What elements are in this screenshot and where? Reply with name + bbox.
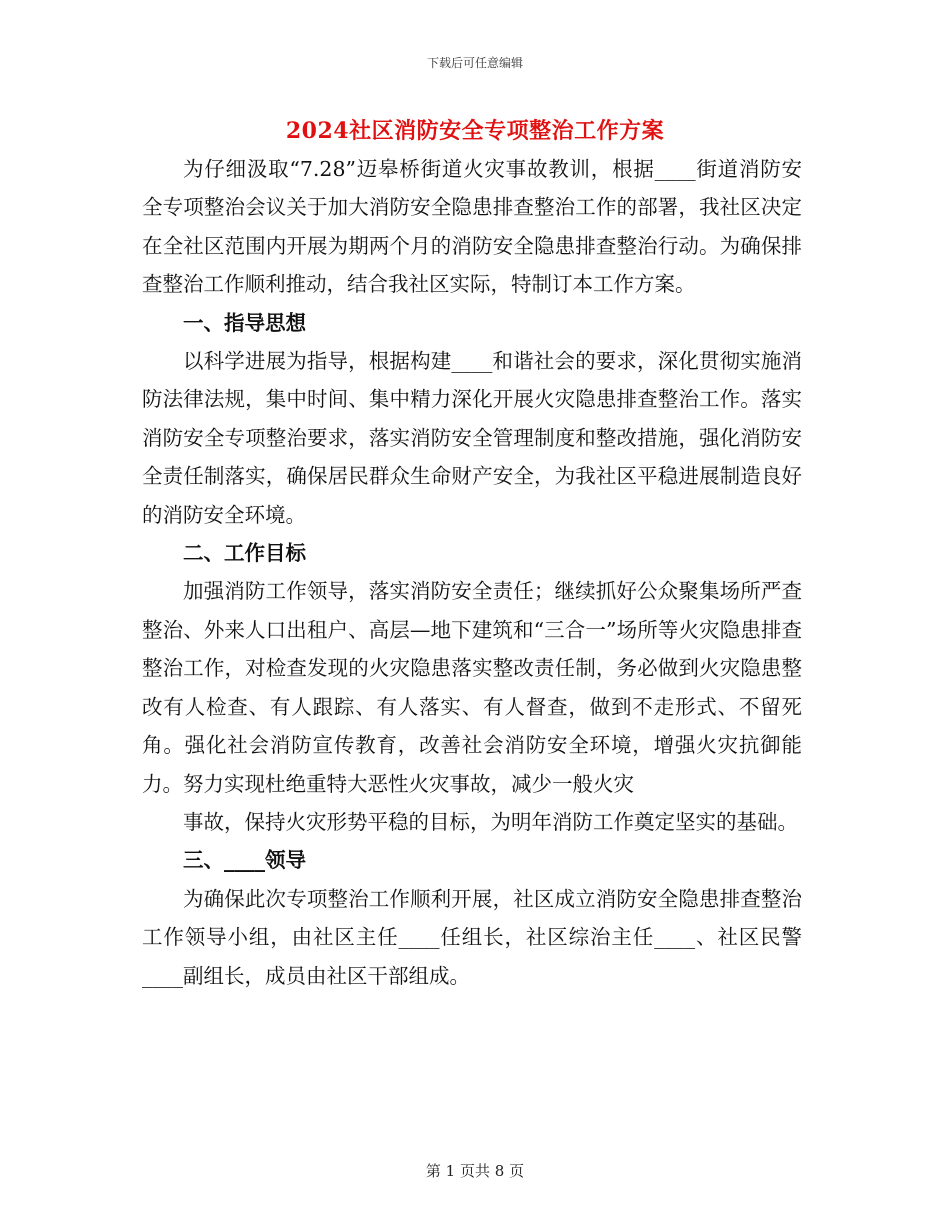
document-body	[142, 150, 802, 995]
document-title: 2024社区消防安全专项整治工作方案	[285, 118, 665, 144]
page-number: 第 1 页共 8 页	[425, 1162, 525, 1180]
section-paragraph: 事故，保持火灾形势平稳的目标，为明年消防工作奠定坚实的基础。	[183, 809, 798, 834]
header-note: 下载后可任意编辑	[426, 56, 523, 70]
section-heading-leadership: 三、____领导	[183, 848, 306, 873]
section-paragraph: 为确保此次专项整治工作顺利开展，社区成立消防安全隐患排查整治工作领导小组，由社区主任____任组长，社区综治主任____、社区民警____副组长，成员由社区干部组成。	[142, 886, 802, 988]
section-heading-guiding-ideology: 一、指导思想	[183, 310, 306, 335]
section-paragraph: 加强消防工作领导，落实消防安全责任；继续抓好公众聚集场所严查整治、外来人口出租户、高层—地下建筑和“三合一”场所等火灾隐患排查整治工作，对检查发现的火灾隐患落实整改责任制，务必做到火灾隐患整改有人检查、有人跟踪、有人落实、有人督查，做到不走形式、不留死角。强化社会消防宣传教育，改善社会消防安全环境，增强火灾抗御能力。努力实现杜绝重特大恶性火灾事故，减少一般火灾	[142, 579, 802, 796]
section-paragraph: 以科学进展为指导，根据构建____和谐社会的要求，深化贯彻实施消防法律法规，集中时间、集中精力深化开展火灾隐患排查整治工作。落实消防安全专项整治要求，落实消防安全管理制度和整改措施，强化消防安全责任制落实，确保居民群众生命财产安全，为我社区平稳进展制造良好的消防安全环境。	[142, 349, 802, 527]
intro-paragraph: 为仔细汲取“7.28”迈皋桥街道火灾事故教训，根据____街道消防安全专项整治会议关于加大消防安全隐患排查整治工作的部署，我社区决定在全社区范围内开展为期两个月的消防安全隐患排查整治行动。为确保排查整治工作顺利推动，结合我社区实际，特制订本工作方案。	[142, 157, 802, 297]
section-heading-work-goals: 二、工作目标	[183, 541, 306, 566]
